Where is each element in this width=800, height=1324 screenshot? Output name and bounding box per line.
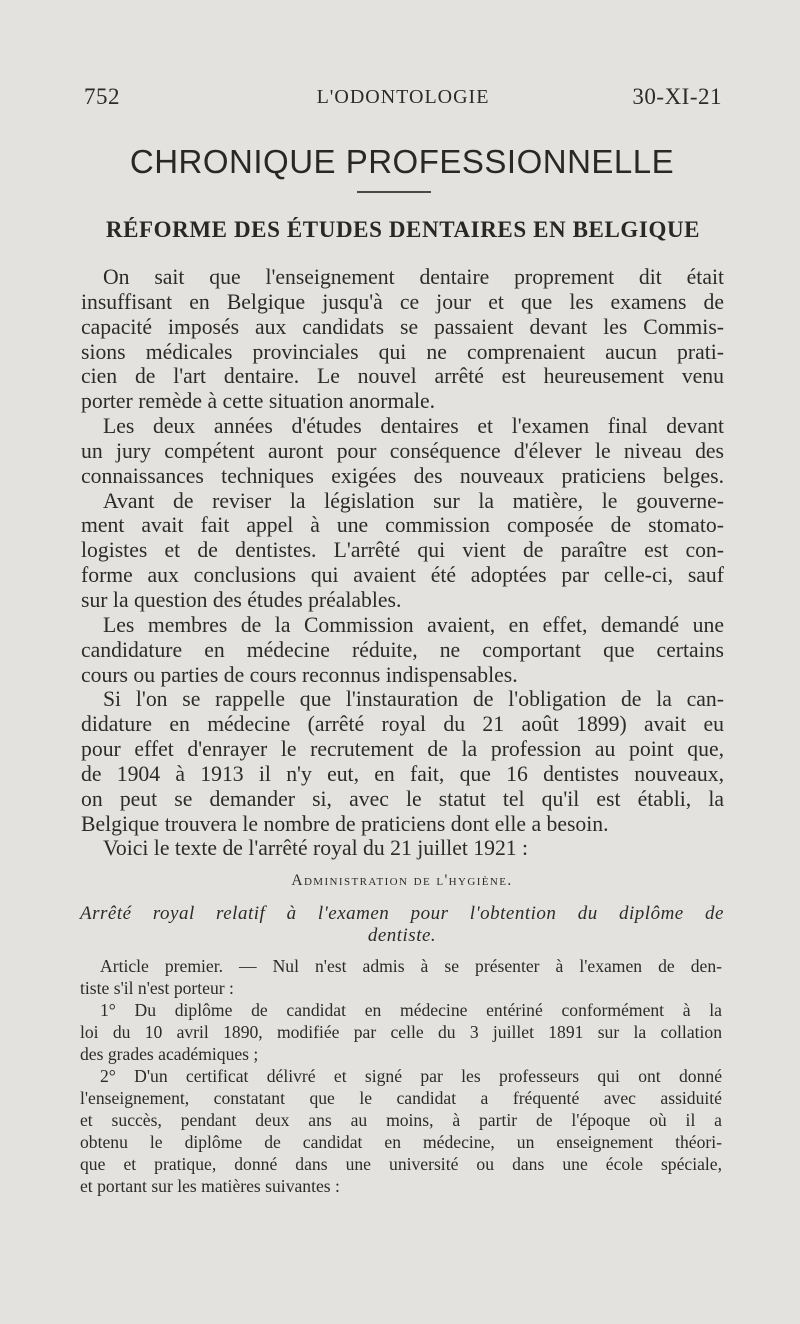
body-line: porter remède à cette situation anormale.	[81, 389, 436, 414]
decree-line: obtenu le diplôme de candidat en médecine, un enseignement théori-	[80, 1132, 722, 1153]
article-title: RÉFORME DES ÉTUDES DENTAIRES EN BELGIQUE	[105, 217, 701, 242]
body-line: On sait que l'enseignement dentaire proprement dit était	[103, 265, 724, 289]
body-line: Les membres de la Commission avaient, en effet, demandé une	[103, 612, 724, 637]
body-line: pour effet d'enrayer le recrutement de la profession au point que,	[81, 737, 724, 762]
decree-line: que et pratique, donné dans une université ou dans une école spéciale,	[80, 1154, 722, 1175]
section-title: CHRONIQUE PROFESSIONNELLE	[129, 143, 675, 180]
body-line: Voici le texte de l'arrêté royal du 21 juillet 1921 :	[103, 836, 529, 861]
body-line: cours ou parties de cours reconnus indispensables.	[81, 662, 518, 687]
decree-line: l'enseignement, constatant que le candidat a fréquenté avec assiduité	[80, 1088, 722, 1109]
decree-line: 2° D'un certificat délivré et signé par les professeurs qui ont donné	[100, 1066, 722, 1087]
decree-line: tiste s'il n'est porteur :	[80, 978, 234, 999]
body-line: de 1904 à 1913 il n'y eut, en fait, que 16 dentistes nouveaux,	[81, 761, 724, 786]
decree-articles	[80, 955, 722, 1198]
decree-line: et portant sur les matières suivantes :	[80, 1176, 340, 1197]
body-line: Belgique trouvera le nombre de praticiens dont elle a besoin.	[81, 811, 609, 836]
body-line: Les deux années d'études dentaires et l'examen final devant	[103, 414, 724, 439]
body-line: sur la question des études préalables.	[81, 587, 402, 612]
title-divider	[357, 191, 431, 193]
body-line: un jury compétent auront pour conséquence d'élever le niveau des	[81, 438, 724, 463]
decree-title	[80, 903, 724, 947]
body-line: forme aux conclusions qui avaient été adoptées par celle-ci, sauf	[81, 563, 724, 588]
body-line: insuffisant en Belgique jusqu'à ce jour et que les examens de	[81, 289, 724, 314]
body-line: ment avait fait appel à une commission composée de stomato-	[81, 513, 724, 538]
issue-date: 30-XI-21	[632, 84, 722, 109]
running-head	[84, 84, 722, 114]
body-line: capacité imposés aux candidats se passaient devant les Commis-	[81, 314, 724, 339]
body-line: Avant de reviser la législation sur la matière, le gouverne-	[103, 488, 724, 513]
decree-title-line: Arrêté royal relatif à l'examen pour l'obtention du diplôme de	[80, 903, 724, 924]
page-number: 752	[84, 84, 120, 109]
journal-name: L'ODONTOLOGIE	[316, 86, 490, 108]
decree-title-line: dentiste.	[367, 925, 437, 946]
body-line: logistes et de dentistes. L'arrêté qui vient de paraître est con-	[81, 538, 724, 563]
decree-line: des grades académiques ;	[80, 1044, 259, 1065]
decree-line: 1° Du diplôme de candidat en médecine entériné conformément à la	[100, 1000, 722, 1021]
decree-line: et succès, pendant deux ans au moins, à partir de l'époque où il a	[80, 1110, 722, 1131]
decree-line: Article premier. — Nul n'est admis à se présenter à l'examen de den-	[100, 956, 722, 976]
body-line: connaissances techniques exigées des nouveaux praticiens belges.	[81, 463, 724, 488]
article-body	[81, 265, 724, 861]
decree-line: loi du 10 avril 1890, modifiée par celle du 3 juillet 1891 sur la collation	[80, 1022, 722, 1043]
body-line: cien de l'art dentaire. Le nouvel arrêté est heureusement venu	[81, 364, 724, 389]
body-line: Si l'on se rappelle que l'instauration de l'obligation de la can-	[103, 687, 724, 712]
body-line: candidature en médecine réduite, ne comportant que certains	[81, 637, 724, 662]
administration-heading: Administration de l'hygiène.	[291, 872, 513, 889]
body-line: on peut se demander si, avec le statut tel qu'il est établi, la	[81, 786, 724, 811]
body-line: didature en médecine (arrêté royal du 21 août 1899) avait eu	[81, 712, 724, 737]
body-line: sions médicales provinciales qui ne comprenaient aucun prati-	[81, 339, 724, 364]
